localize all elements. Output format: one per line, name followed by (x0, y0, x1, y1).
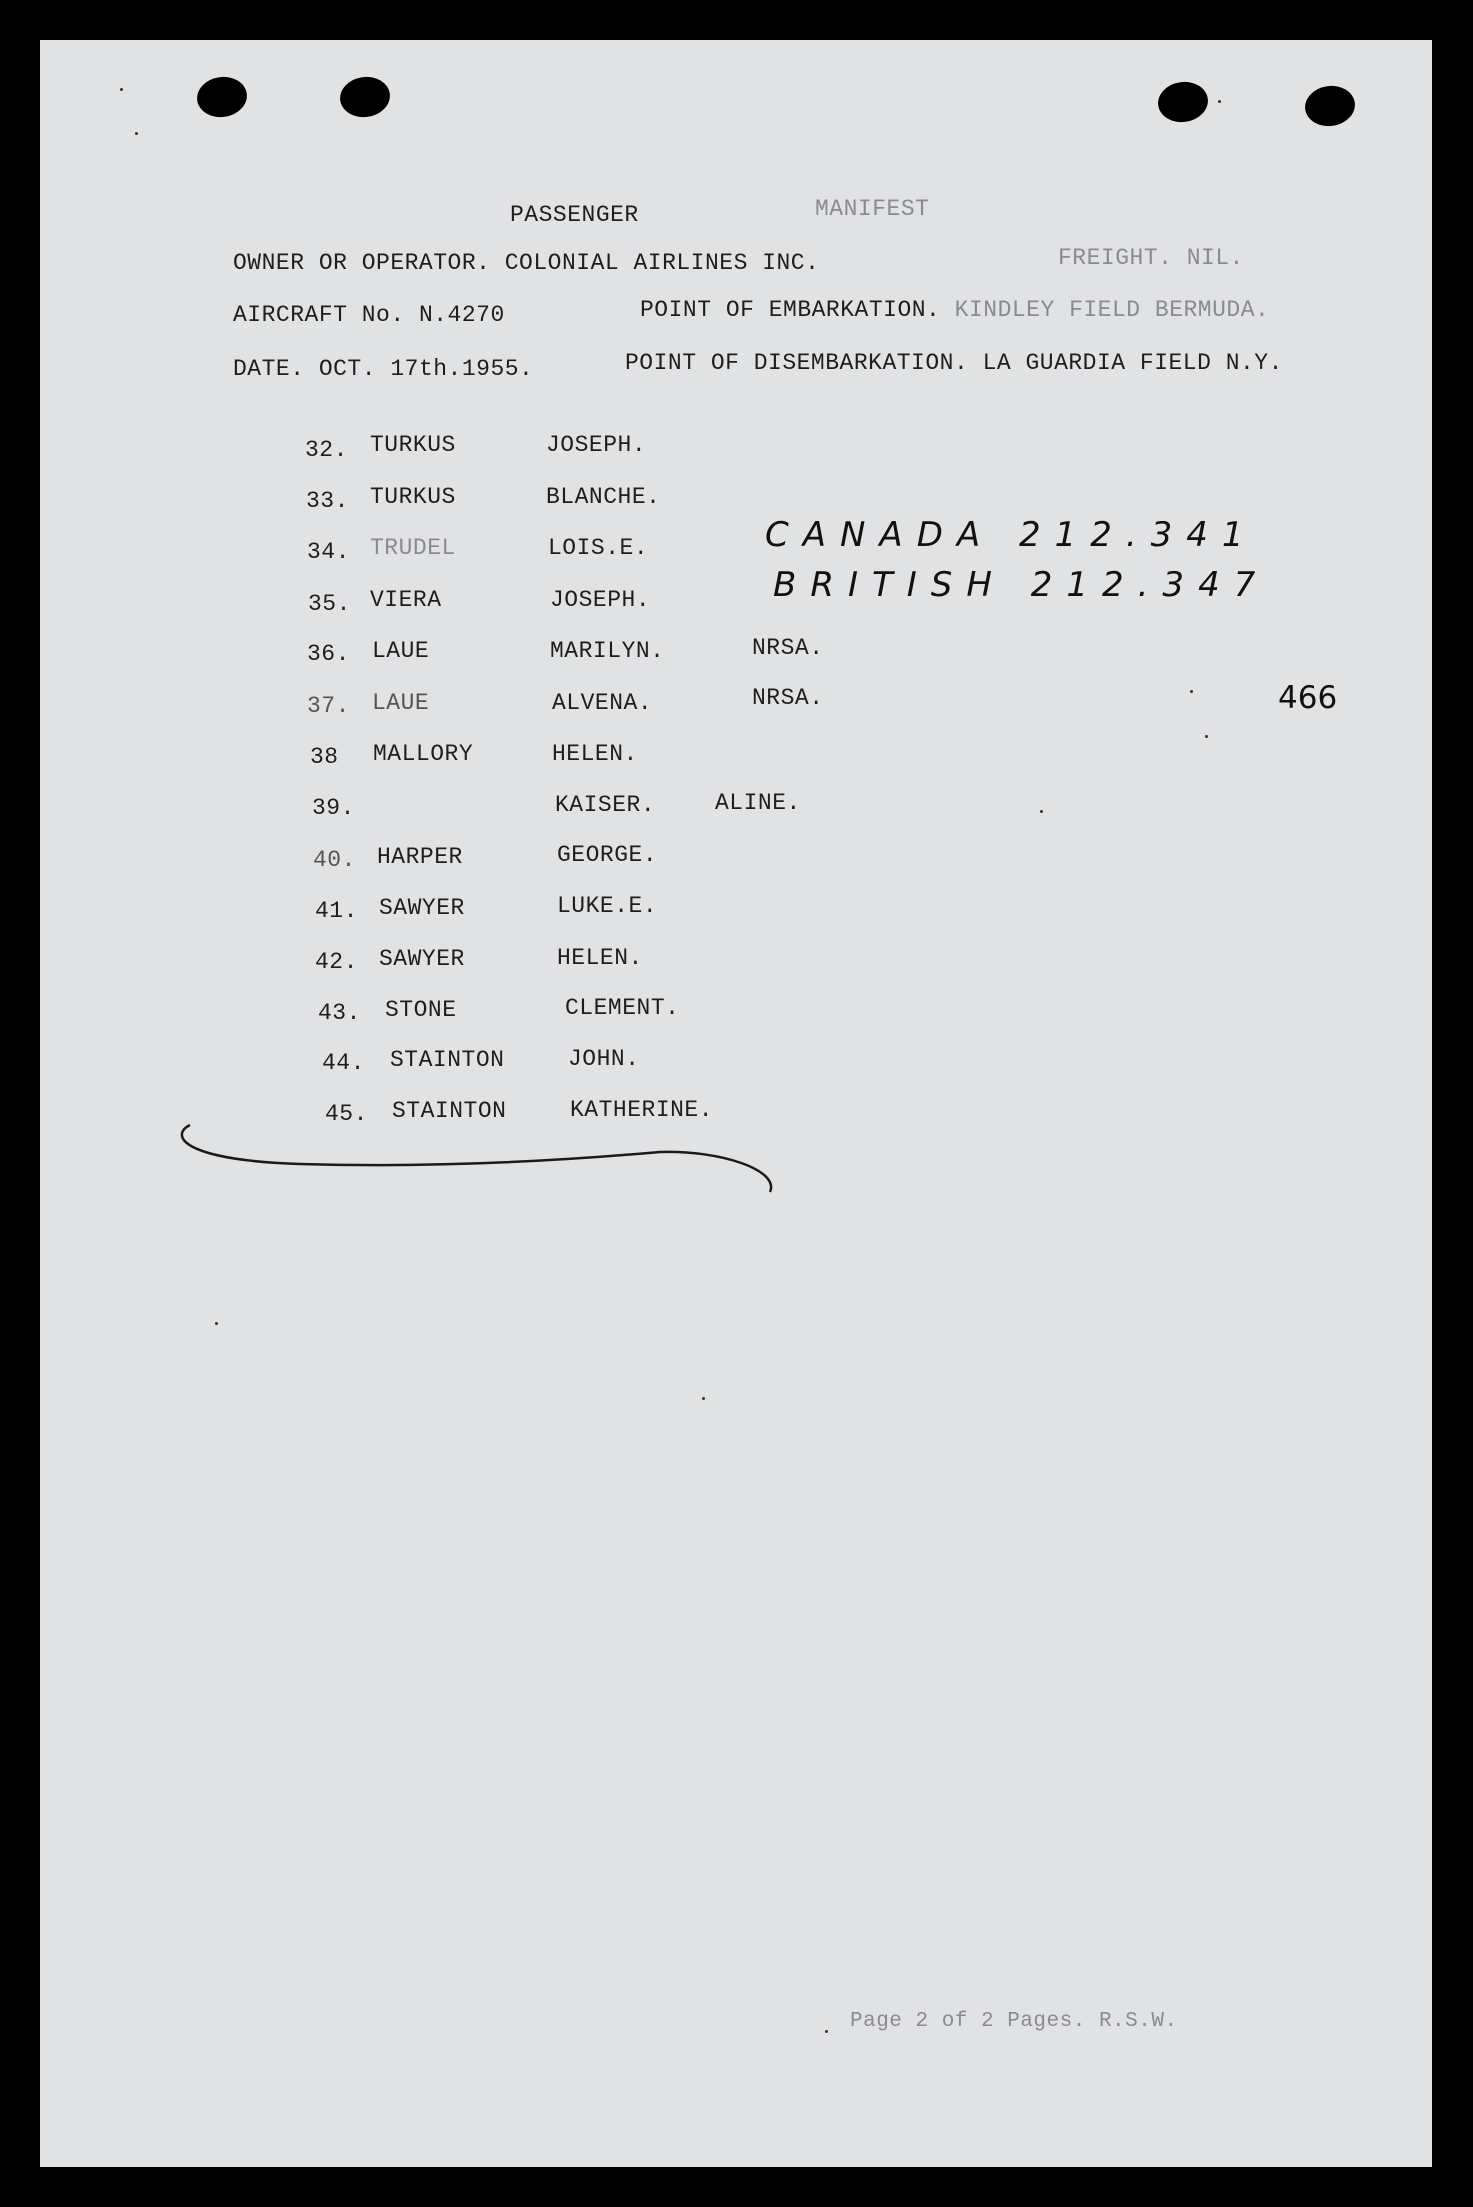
passenger-surname: LAUE (372, 690, 430, 716)
passenger-given: JOSEPH. (546, 432, 647, 458)
date-label: DATE. (233, 356, 319, 382)
passenger-surname: SAWYER (379, 946, 465, 972)
passenger-given: CLEMENT. (565, 995, 680, 1021)
passenger-given: LUKE.E. (557, 893, 658, 919)
passenger-surname: HARPER (377, 844, 463, 870)
passenger-given: KAISER. (555, 792, 656, 818)
passenger-surname: VIERA (370, 587, 442, 613)
row-number: 34. (307, 539, 350, 565)
handwritten-note-british: BRITISH 212.347 (773, 565, 1270, 605)
passenger-given: GEORGE. (557, 842, 658, 868)
passenger-surname: TRUDEL (370, 535, 456, 561)
passenger-surname: STAINTON (392, 1098, 507, 1124)
passenger-surname: MALLORY (373, 741, 474, 767)
passenger-note: NRSA. (752, 635, 824, 661)
embarkation-value: KINDLEY FIELD BERMUDA. (954, 297, 1270, 323)
handwritten-note-canada: CANADA 212.341 (765, 515, 1258, 555)
passenger-given: BLANCHE. (546, 484, 661, 510)
date-value: OCT. 17th.1955. (318, 356, 534, 382)
passenger-note: NRSA. (752, 685, 824, 711)
row-number: 44. (322, 1050, 365, 1076)
owner-value: COLONIAL AIRLINES INC. (490, 250, 820, 276)
row-number: 42. (315, 949, 358, 975)
passenger-given: ALVENA. (552, 690, 653, 716)
passenger-surname: SAWYER (379, 895, 465, 921)
passenger-surname: STONE (385, 997, 457, 1023)
row-number: 45. (325, 1101, 368, 1127)
end-of-list-line (40, 40, 1432, 1240)
row-number: 41. (315, 898, 358, 924)
passenger-surname: STAINTON (390, 1047, 505, 1073)
aircraft-label: AIRCRAFT No. (233, 302, 419, 328)
passenger-surname: TURKUS (370, 432, 456, 458)
page-number: 466 (1278, 680, 1338, 716)
disembarkation-label: POINT OF DISEMBARKATION. (625, 350, 983, 376)
aircraft-value: N.4270 (418, 302, 505, 328)
passenger-given: HELEN. (557, 945, 643, 971)
title-passenger: PASSENGER (510, 202, 639, 228)
row-number: 39. (312, 795, 355, 821)
row-number: 36. (307, 641, 350, 667)
row-number: 38 (310, 744, 339, 770)
footer-page-count: Page 2 of 2 Pages. R.S.W. (850, 2010, 1178, 2033)
title-manifest: MANIFEST (815, 196, 930, 222)
passenger-given: HELEN. (552, 741, 638, 767)
disembarkation-value: LA GUARDIA FIELD N.Y. (982, 350, 1283, 376)
passenger-given: LOIS.E. (548, 535, 649, 561)
owner-label: OWNER OR OPERATOR. (233, 250, 491, 276)
passenger-surname: LAUE (372, 638, 430, 664)
manifest-page (40, 40, 1432, 2167)
row-number: 35. (308, 591, 351, 617)
passenger-given: KATHERINE. (570, 1097, 714, 1123)
passenger-given: JOHN. (568, 1046, 640, 1072)
passenger-surname: TURKUS (370, 484, 456, 510)
row-number: 37. (307, 693, 350, 719)
embarkation-label: POINT OF EMBARKATION. (640, 297, 955, 323)
row-number: 33. (306, 488, 349, 514)
passenger-given: JOSEPH. (550, 587, 651, 613)
freight-value: FREIGHT. NIL. (1058, 245, 1244, 271)
row-number: 32. (305, 437, 348, 463)
row-number: 43. (318, 1000, 361, 1026)
passenger-given: MARILYN. (550, 638, 665, 664)
row-number: 40. (313, 847, 356, 873)
passenger-note: ALINE. (715, 790, 801, 816)
